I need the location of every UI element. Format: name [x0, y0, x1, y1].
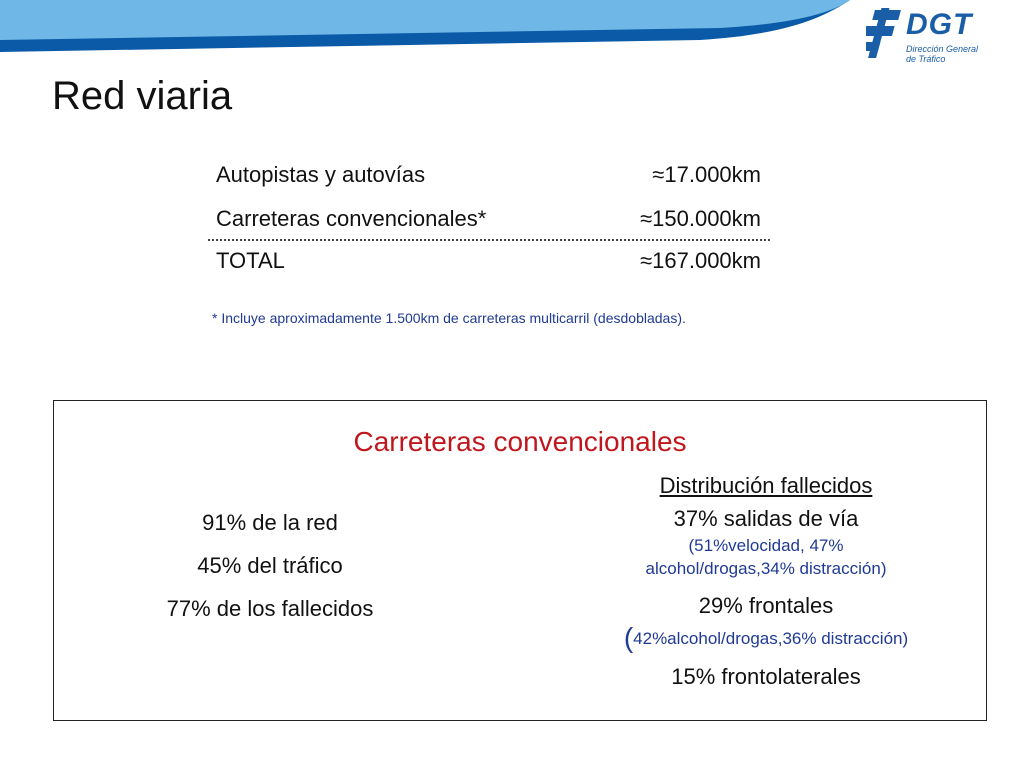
network-row-label: Autopistas y autovías — [216, 162, 426, 187]
network-row-autopistas — [216, 160, 761, 190]
dgt-logo — [866, 6, 986, 68]
dgt-subtitle — [906, 44, 996, 64]
box-title: Carreteras convencionales — [353, 426, 687, 457]
stat-salidas-de-via: 37% salidas de vía — [673, 506, 859, 531]
frontales-detail — [585, 621, 947, 656]
stat-red: 91% de la red — [202, 510, 338, 535]
network-row-value: ≈150.000km — [640, 206, 761, 231]
distribution-title: Distribución fallecidos — [659, 473, 873, 498]
dgt-subtitle-line1: Dirección General — [906, 44, 979, 54]
salidas-detail — [585, 534, 947, 580]
network-row-value: ≈17.000km — [652, 162, 761, 187]
network-row-total — [216, 246, 761, 276]
stat-frontolaterales: 15% frontolaterales — [671, 664, 861, 689]
slide-title: Red viaria — [52, 74, 233, 118]
dgt-logo-icon — [866, 6, 906, 66]
network-row-label: Carreteras convencionales* — [216, 206, 487, 231]
network-row-label: TOTAL — [216, 248, 285, 273]
frontales-detail-paren: ( — [623, 622, 634, 653]
stat-fallecidos: 77% de los fallecidos — [166, 596, 374, 621]
stat-frontales: 29% frontales — [698, 593, 834, 618]
salidas-detail-line1: (51%velocidad, 47% — [688, 536, 844, 555]
network-row-convencionales — [216, 204, 761, 234]
frontales-detail-text: 42%alcohol/drogas,36% distracción) — [633, 629, 909, 648]
dgt-wordmark: DGT — [906, 8, 973, 41]
salidas-detail-line2: alcohol/drogas,34% distracción) — [645, 559, 887, 578]
network-row-value: ≈167.000km — [640, 248, 761, 273]
dgt-subtitle-line2: de Tráfico — [906, 54, 946, 64]
stat-trafico: 45% del tráfico — [197, 553, 343, 578]
footnote: * Incluye aproximadamente 1.500km de carreteras multicarril (desdobladas). — [212, 310, 686, 326]
table-divider — [208, 239, 770, 241]
